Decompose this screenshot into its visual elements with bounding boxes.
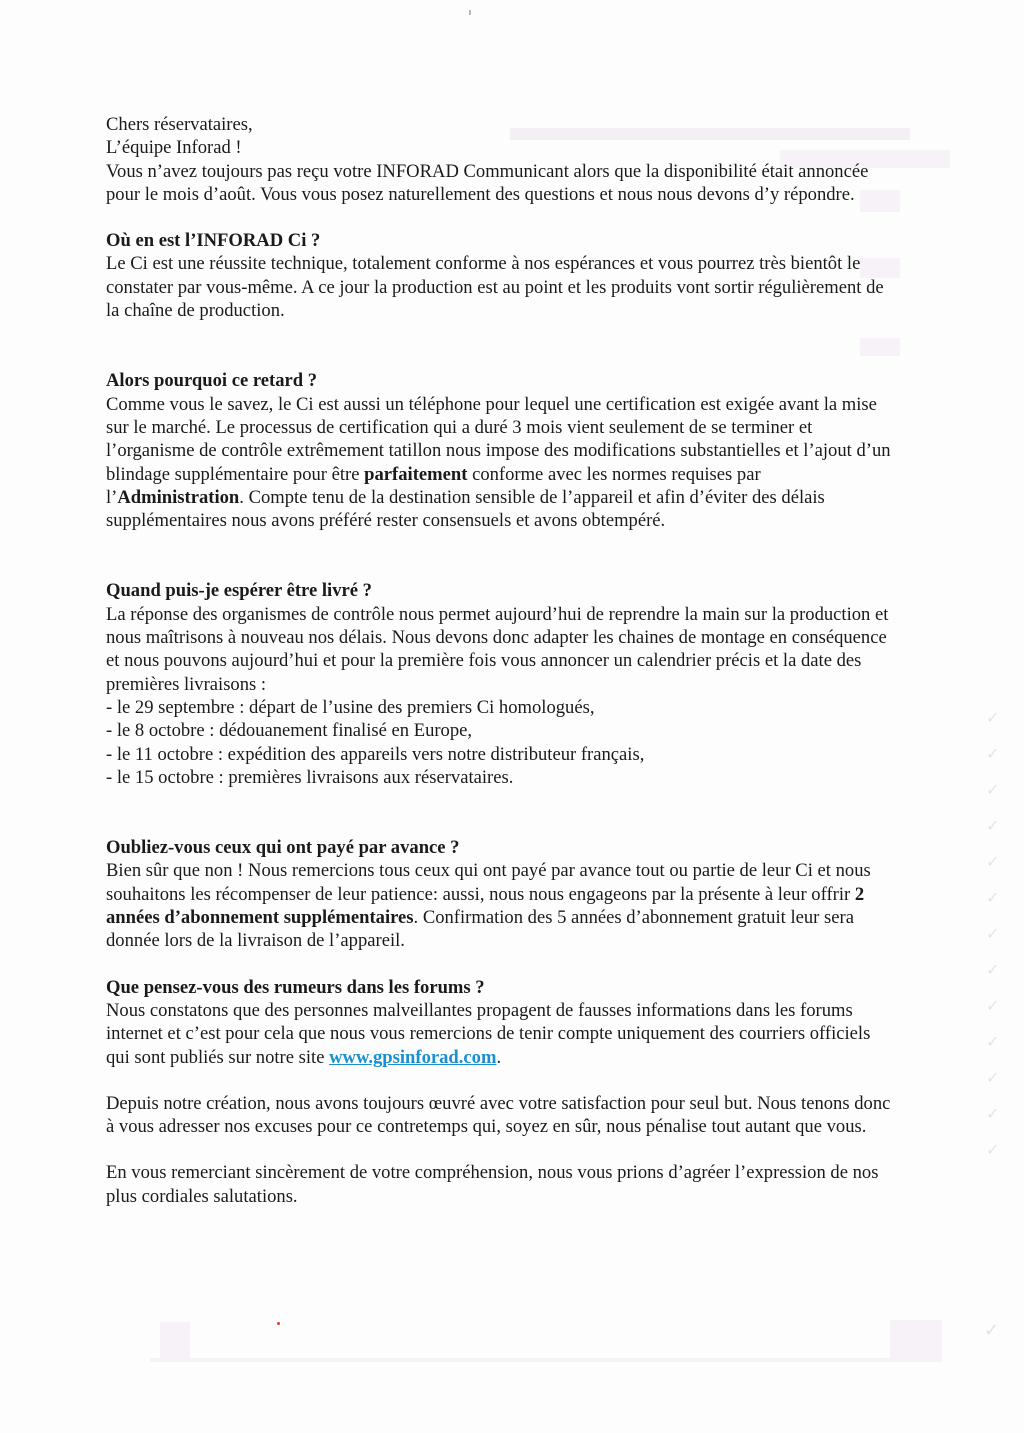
section-body-status: Le Ci est une réussite technique, totalement conforme à nos espérances et vous pourrez très bientôt le constater par vous-même. A ce jour la production est au point et les produits vont sortir régulièrement de la chaîne de production. xyxy=(106,253,884,322)
list-item: - le 15 octobre : premières livraisons aux réservataires. xyxy=(106,766,514,788)
closing-paragraph: Depuis notre création, nous avons toujours œuvré avec votre satisfaction pour seul but. Nous tenons donc à vous adresser nos excuses pour ce contretemps qui, soyez en sûr, nous pénalise tout autant que vous. xyxy=(106,1092,891,1138)
greeting: Chers réservataires, xyxy=(106,114,253,135)
section-body-delivery: La réponse des organismes de contrôle nous permet aujourd’hui de reprendre la main sur la production et nous maîtrisons à nouveau nos délais. Nous devons donc adapter les chaines de montage en conséquence et nous pouvons aujourd’hui et pour la première fois vous annoncer un calendrier précis et la date des premières livraisons : xyxy=(106,603,889,695)
closing-salutation: En vous remerciant sincèrement de votre compréhension, nous vous prions d’agréer l’expression de nos plus cordiales salutations. xyxy=(106,1162,879,1207)
list-item: - le 29 septembre : départ de l’usine des premiers Ci homologués, xyxy=(106,696,595,718)
section-body-delay: Comme vous le savez, le Ci est aussi un téléphone pour lequel une certification est exigée avant la mise sur le marché. Le processus de certification qui a duré 3 mois vient seulement de se terminer et l’organisme de contrôle extrêmement tatillon nous impose des modifications substantielles et l’ajout d’un blindage supplémentaire pour être parfaitement conforme avec les normes requises par l’Administration. Compte tenu de la destination sensible de l’appareil et afin d’éviter des délais supplémentaires nous avons préféré rester consensuels et avons obtempéré. xyxy=(106,393,891,532)
section-body-rumours: Nous constatons que des personnes malveillantes propagent de fausses informations dans les forums internet et c’est pour cela que nous vous remercions de tenir compte uniquement des courriers officiels qui sont publiés sur notre site www.gpsinforad.com. xyxy=(106,999,871,1068)
emphasis-administration: Administration xyxy=(117,486,240,508)
list-item: - le 8 octobre : dédouanement finalisé en Europe, xyxy=(106,720,473,742)
section-heading-delivery: Quand puis-je espérer être livré ? xyxy=(106,580,372,602)
section-heading-rumours: Que pensez-vous des rumeurs dans les forums ? xyxy=(106,976,485,998)
scan-artifact xyxy=(160,1322,190,1362)
ink-dot xyxy=(277,1322,280,1325)
emphasis-bonus: 2 années d’abonnement supplémentaires xyxy=(106,883,865,929)
intro-paragraph: Vous n’avez toujours pas reçu votre INFORAD Communicant alors que la disponibilité était annoncée pour le mois d’août. Vous vous posez naturellement des questions et nous nous devons d’y répondre. xyxy=(106,160,869,205)
section-body-advance-payment: Bien sûr que non ! Nous remercions tous ceux qui ont payé par avance tout ou partie de leur Ci et nous souhaitons les récompenser de leur patience: aussi, nous nous engageons par la présente à leur offrir 2 années d’abonnement supplémentaires. Confirmation des 5 années d’abonnement gratuit leur sera donnée lors de la livraison de l’appareil. xyxy=(106,860,871,952)
scan-artifact xyxy=(890,1320,942,1362)
section-heading-advance-payment: Oubliez-vous ceux qui ont payé par avance ? xyxy=(106,837,460,859)
emphasis-parfaitement: parfaitement xyxy=(364,463,468,485)
list-item: - le 11 octobre : expédition des appareils vers notre distributeur français, xyxy=(106,743,645,765)
section-heading-delay: Alors pourquoi ce retard ? xyxy=(106,370,318,392)
scan-artifact xyxy=(150,1358,940,1362)
website-link[interactable]: www.gpsinforad.com xyxy=(329,1046,497,1068)
section-heading-status: Où en est l’INFORAD Ci ? xyxy=(106,230,321,252)
bleed-through-marks: ✓ ✓ ✓ ✓ ✓ ✓ ✓ ✓ ✓ ✓ ✓ ✓ ✓ xyxy=(986,708,1000,1159)
scan-mark xyxy=(469,10,471,15)
bleed-through-mark: ✓ xyxy=(984,1320,1000,1341)
letter-body xyxy=(106,113,896,1208)
team-line: L’équipe Inforad ! xyxy=(106,137,242,159)
